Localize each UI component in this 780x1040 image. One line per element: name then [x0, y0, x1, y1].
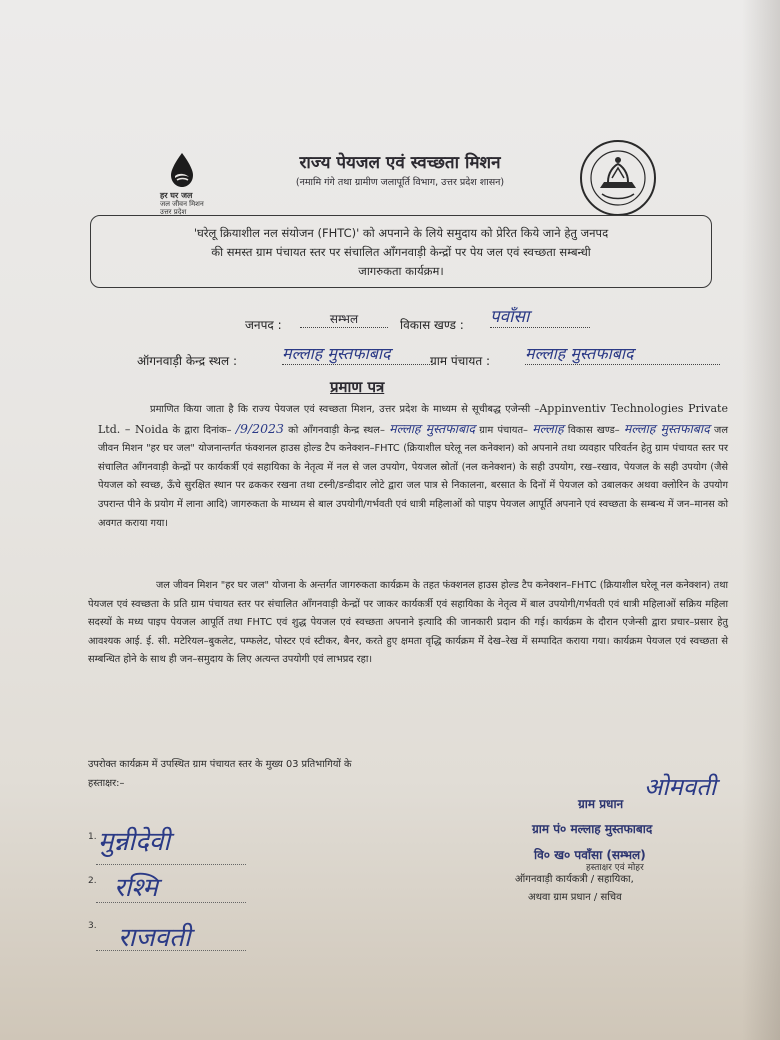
certificate-paragraph-2: जल जीवन मिशन "हर घर जल" योजना के अन्तर्गत जागरुकता कार्यक्रम के तहत फंक्शनल हाउस होल्ड टैप कनेक्शन–FHTC (क्रियाशील घरेलू नल कनेक्शन) तथा पेयजल एवं स्वच्छता के प्रति ग्राम पंचायत स्तर पर संचालित आँगनवाड़ी केन्द्रों पर जाकर कार्यकर्त्री एवं सहायिका के नेतृत्व में बाल उपयोगी/गर्भवती एवं धात्री महिलाओं सक्रिय महिला सदस्यों के मध्य पाइप पेयजल आपूर्ति तथा FHTC एवं शुद्ध पेयजल एवं स्वच्छता अपनाने इत्यादि की जानकारी प्रदान की गई। कार्यक्रम के दौरान एजेन्सी द्वारा प्रचार–प्रसार हेतु आवश्यक आई. ई. सी. मटेरियल–बुकलेट, पम्फलेट, पोस्टर एवं स्टीकर, बैनर, करते हुए क्षमता वृद्धि कार्यक्रम मेंं देख–रेख में सम्पादित कराया गया। कार्यक्रम पेयजल एवं स्वच्छता से सम्बन्धित होने के साथ ही जन–समुदाय के लिए अत्यन्त उपयोगी एवं लाभप्रद रहा।: [88, 580, 728, 666]
janpad-value: सम्भल: [300, 310, 388, 328]
aanganwadi-value: मल्लाह मुस्तफाबाद: [282, 342, 432, 365]
signature-1-line: [96, 864, 246, 865]
block-value: मल्लाह मुस्तफाबाद: [623, 420, 710, 436]
p1-intro: प्रमाणित किया जाता है कि राज्य पेयजल एवं स्वच्छता मिशन, उत्तर प्रदेश के माध्यम से सूचीबद्ध एजेन्सी –: [150, 404, 540, 415]
p1-body: जल जीवन मिशन "हर घर जल" योजनान्तर्गत फंक्शनल हाउस होल्ड टैप कनेक्शन–FHTC (क्रियाशील घरेलू नल कनेक्शन) को अपनाने तथा व्यवहार परिवर्तन हेतु ग्राम पंचायत स्तर पर संचालित आँगनवाड़ी केन्द्रों पर कार्यकर्त्री एवं सहायिका के नेतृत्व में नल से जल उपयोग, पेयजल स्रोतों (नल कनेक्शन) के सही उपयोग, रख–रखाव, पेयजल के सही उपयोग (जैसे पेयजल को स्वच्छ, ऊँचे सुरक्षित स्थान पर ढककर रखना तथा टस्नी/डन्डीदार लोटे द्वारा जल पात्र से निकालना, बरसात के दिनों में पेयजल को उबालकर अथवा क्लोरिन के उपयोग उपरान्त पीने के प्रयोग में लाना आदि) जागरुकता के माध्यम से बाल उपयोगी/गर्भवती एवं धात्री महिलाओं को पाइप पेयजल आपूर्ति अपनाने एवं स्वच्छता के सम्बन्ध में जन–मानस को अवगत कराया गया।: [98, 424, 728, 529]
program-banner: [90, 215, 712, 288]
mission-title: राज्य पेयजल एवं स्वच्छता मिशन: [299, 153, 501, 173]
har-ghar-jal-logo: [160, 152, 230, 218]
logo-text-line2: जल जीवन मिशन: [160, 200, 204, 208]
up-government-emblem: [578, 138, 658, 218]
signature-2-name: रश्मि: [114, 873, 158, 903]
mission-subtitle: (नमामि गंगे तथा ग्रामीण जलापूर्ति विभाग, उत्तर प्रदेश शासन): [295, 177, 505, 188]
signature-3-number: 3.: [88, 921, 97, 931]
p1-gp-label: ग्राम पंचायत–: [479, 424, 528, 436]
p1-site-label: को आँगनवाड़ी केन्द्र स्थल–: [288, 424, 385, 436]
role-line-1: ऑगनवाड़ी कार्यकत्री / सहायिका,: [515, 874, 634, 885]
site-value: मल्लाह मुस्तफाबाद: [389, 420, 476, 436]
logo-text-line1: हर घर जल: [160, 191, 193, 200]
gram-panchayat-label: ग्राम पंचायत :: [430, 354, 491, 368]
banner-line-3: जागरुकता कार्यक्रम।: [358, 264, 444, 278]
p1-block-label: विकास खण्ड–: [567, 424, 620, 436]
certificate-paragraph-1: [98, 400, 728, 533]
signature-1-name: मुन्नीदेवी: [98, 827, 171, 857]
stamp-line-gp: ग्राम पं० मल्लाह मुस्तफाबाद: [532, 822, 653, 836]
stamp-line-pradhan: ग्राम प्रधान: [578, 797, 624, 811]
stamp-line-block: वि० ख० पवाँसा (सम्भल): [534, 848, 646, 862]
date-value: /9/2023: [235, 420, 284, 436]
p1-date-label: के द्वारा दिनांक–: [172, 424, 232, 436]
certificate-title: प्रमाण पत्र: [330, 378, 385, 396]
participants-intro-line1: उपरोक्त कार्यक्रम में उपस्थित ग्राम पंचायत स्तर के मुख्य 03 प्रतिभागियों के: [88, 759, 352, 770]
logo-text-line3: उत्तर प्रदेश: [160, 208, 187, 216]
aanganwadi-label: ऑगनवाड़ी केन्द्र स्थल :: [137, 354, 238, 368]
page-shadow: [742, 0, 780, 1040]
stamp-line-signature-seal: हस्ताक्षर एवं मोहर: [586, 863, 644, 873]
banner-line-1: 'घरेलू क्रियाशील नल संयोजन (FHTC)' को अपनाने के लिये समुदाय को प्रेरित किये जाने हेतु जनपद: [193, 226, 609, 240]
role-line-2: अथवा ग्राम प्रधान / सचिव: [528, 892, 622, 903]
vikas-khand-label: विकास खण्ड :: [400, 318, 464, 332]
janpad-label: जनपद :: [245, 318, 282, 332]
agency-name: Appinventiv Technologies Private Ltd. – Noida: [98, 402, 728, 436]
vikas-khand-value: पवाँसा: [490, 304, 590, 328]
pradhan-signature: ओमवती: [644, 773, 717, 801]
signature-3-name: राजवती: [118, 923, 191, 953]
signature-2-number: 2.: [88, 876, 97, 886]
signature-2-line: [96, 902, 246, 903]
participants-intro: [88, 756, 508, 793]
participants-intro-line2: हस्ताक्षर:–: [88, 777, 125, 789]
water-drop-icon: [168, 152, 196, 188]
banner-line-2: की समस्त ग्राम पंचायत स्तर पर संचालित आँगनवाड़ी केन्द्रों पर पेय जल एवं स्वच्छता सम्बन्धी: [211, 245, 591, 259]
gram-panchayat-value: मल्लाह मुस्तफाबाद: [525, 342, 720, 365]
signature-1-number: 1.: [88, 832, 97, 842]
emblem-seal-icon: [578, 138, 658, 218]
gp-value: मल्लाह: [532, 420, 564, 436]
signature-3-line: [96, 950, 246, 951]
